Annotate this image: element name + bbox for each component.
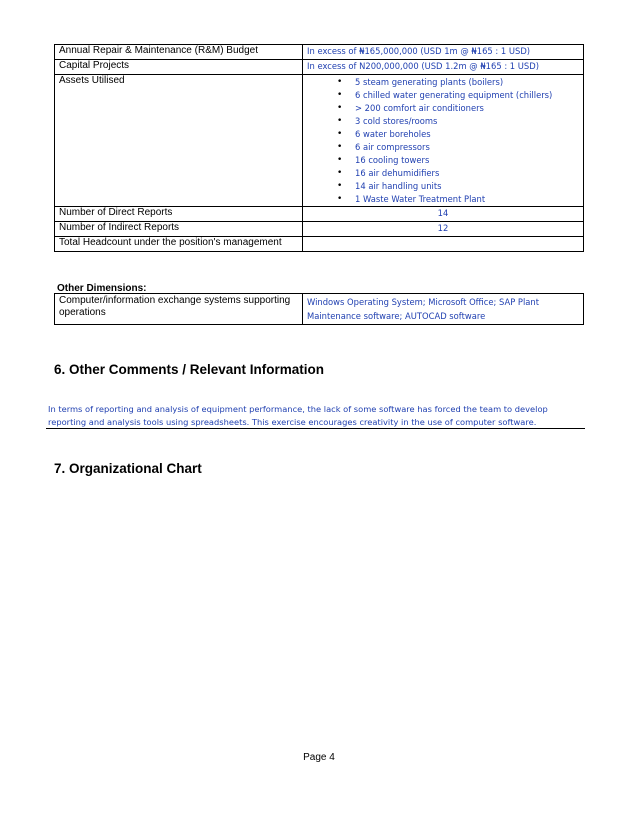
list-item: • 14 air handling units [355,180,579,193]
table-row [55,75,584,207]
direct-reports-value: 14 [303,207,584,222]
list-item: • 5 steam generating plants (boilers) [355,76,579,89]
section-7-heading: 7. Organizational Chart [54,461,202,476]
systems-value: Windows Operating System; Microsoft Office; SAP Plant Maintenance software; AUTOCAD software [303,294,584,325]
direct-reports-label: Number of Direct Reports [55,207,303,222]
page-number: Page 4 [303,752,335,763]
list-item: • 1 Waste Water Treatment Plant [355,193,579,206]
rm-budget-value: In excess of ₦165,000,000 (USD 1m @ ₦165 : 1 USD) [303,45,584,60]
list-item: • 3 cold stores/rooms [355,115,579,128]
table-row [55,222,584,237]
section-6-heading: 6. Other Comments / Relevant Information [54,362,325,377]
capital-projects-label: Capital Projects [55,60,303,75]
table-row [55,294,584,325]
list-item: • 16 cooling towers [355,154,579,167]
headcount-value [303,237,584,252]
systems-label: Computer/information exchange systems supporting operations [55,294,303,325]
comments-text: In terms of reporting and analysis of equipment performance, the lack of some software has forced the team to develop reporting and analysis tools using spreadsheets. This exercise encourages creativity in the use of computer software. [46,399,585,429]
headcount-label: Total Headcount under the position's management [55,237,303,252]
list-item: • 6 air compressors [355,141,579,154]
other-dimensions-title: Other Dimensions: [57,283,147,294]
budget-table [54,44,584,252]
assets-label: Assets Utilised [55,75,303,207]
assets-list-cell [303,75,584,207]
table-row [55,237,584,252]
assets-list [307,76,579,206]
rm-budget-label: Annual Repair & Maintenance (R&M) Budget [55,45,303,60]
table-row [55,45,584,60]
table-row [55,60,584,75]
indirect-reports-value: 12 [303,222,584,237]
list-item: • 16 air dehumidifiers [355,167,579,180]
capital-projects-value: In excess of N200,000,000 (USD 1.2m @ ₦165 : 1 USD) [303,60,584,75]
other-dimensions-table [54,293,584,325]
list-item: • 6 chilled water generating equipment (chillers) [355,89,579,102]
table-row [55,207,584,222]
indirect-reports-label: Number of Indirect Reports [55,222,303,237]
list-item: • > 200 comfort air conditioners [355,102,579,115]
list-item: • 6 water boreholes [355,128,579,141]
